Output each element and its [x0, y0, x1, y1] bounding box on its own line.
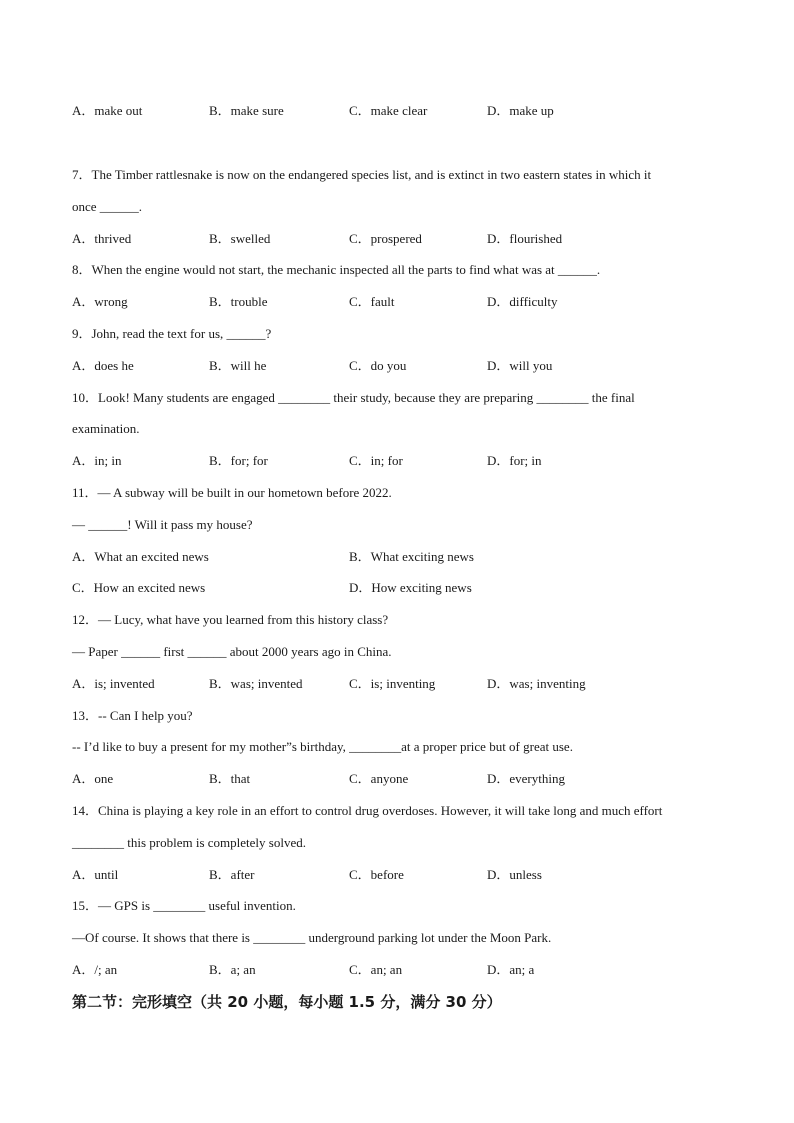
q13-stem-line1: 13．-- Can I help you?: [72, 708, 193, 723]
q8-option-c: C．fault: [349, 294, 395, 309]
q15-stem-line2: —Of course. It shows that there is ________ underground parking lot under the Moon Park.: [72, 930, 552, 945]
q13-option-d: D．everything: [487, 771, 565, 786]
q14-option-d: D．unless: [487, 867, 542, 882]
q7-option-b: B．swelled: [209, 231, 271, 246]
q8-option-a: A．wrong: [72, 294, 128, 309]
q8-option-b: B．trouble: [209, 294, 268, 309]
q15-option-c: C．an; an: [349, 962, 403, 977]
q12-option-c: C．is; inventing: [349, 676, 436, 691]
q10-stem-line1: 10．Look! Many students are engaged ________ their study, because they are preparing ________ the final: [72, 390, 635, 405]
q10-option-b: B．for; for: [209, 453, 268, 468]
q7-stem-line2: once ______.: [72, 199, 143, 214]
q11-option-a: A．What an excited news: [72, 549, 209, 564]
q13-stem-line2: -- I’d like to buy a present for my mother”s birthday, ________at a proper price but of great use.: [72, 739, 573, 754]
q12-stem-line2: — Paper ______ first ______ about 2000 years ago in China.: [72, 644, 392, 659]
q14-option-c: C．before: [349, 867, 404, 882]
q12-option-a: A．is; invented: [72, 676, 155, 691]
section2-heading: 第二节：完形填空（共 20 小题，每小题 1.5 分，满分 30 分）: [72, 993, 502, 1011]
q13-option-b: B．that: [209, 771, 251, 786]
q11-stem-line1: 11．— A subway will be built in our hometown before 2022.: [72, 485, 392, 500]
q14-option-a: A．until: [72, 867, 119, 882]
q15-option-a: A．/; an: [72, 962, 118, 977]
q7-option-d: D．flourished: [487, 231, 563, 246]
q6-option-a: A．make out: [72, 103, 143, 118]
q10-option-c: C．in; for: [349, 453, 403, 468]
q8-option-d: D．difficulty: [487, 294, 558, 309]
q9-option-d: D．will you: [487, 358, 553, 373]
q11-option-b: B．What exciting news: [349, 549, 474, 564]
q14-option-b: B．after: [209, 867, 255, 882]
q11-option-d: D．How exciting news: [349, 580, 472, 595]
q7-option-a: A．thrived: [72, 231, 132, 246]
q6-option-d: D．make up: [487, 103, 554, 118]
q9-option-c: C．do you: [349, 358, 407, 373]
q15-option-b: B．a; an: [209, 962, 256, 977]
q6-option-c: C．make clear: [349, 103, 428, 118]
q14-stem-line1: 14．China is playing a key role in an effort to control drug overdoses. However, it will take long and much effort: [72, 803, 663, 818]
q7-option-c: C．prospered: [349, 231, 422, 246]
q12-stem-line1: 12．— Lucy, what have you learned from this history class?: [72, 612, 389, 627]
q7-stem-line1: 7．The Timber rattlesnake is now on the endangered species list, and is extinct in two eastern states in which it: [72, 167, 652, 182]
q14-stem-line2: ________ this problem is completely solved.: [72, 835, 306, 850]
q13-option-a: A．one: [72, 771, 114, 786]
q11-option-c: C．How an excited news: [72, 580, 206, 595]
q9-stem: 9．John, read the text for us, ______?: [72, 326, 272, 341]
q12-option-b: B．was; invented: [209, 676, 303, 691]
q10-option-d: D．for; in: [487, 453, 542, 468]
q13-option-c: C．anyone: [349, 771, 409, 786]
q15-stem-line1: 15．— GPS is ________ useful invention.: [72, 898, 296, 913]
q10-option-a: A．in; in: [72, 453, 122, 468]
q15-option-d: D．an; a: [487, 962, 535, 977]
q9-option-b: B．will he: [209, 358, 267, 373]
q9-option-a: A．does he: [72, 358, 134, 373]
q12-option-d: D．was; inventing: [487, 676, 586, 691]
q8-stem: 8．When the engine would not start, the mechanic inspected all the parts to find what was at ______.: [72, 262, 601, 277]
q6-option-b: B．make sure: [209, 103, 284, 118]
q10-stem-line2: examination.: [72, 421, 140, 436]
q11-stem-line2: — ______! Will it pass my house?: [72, 517, 253, 532]
